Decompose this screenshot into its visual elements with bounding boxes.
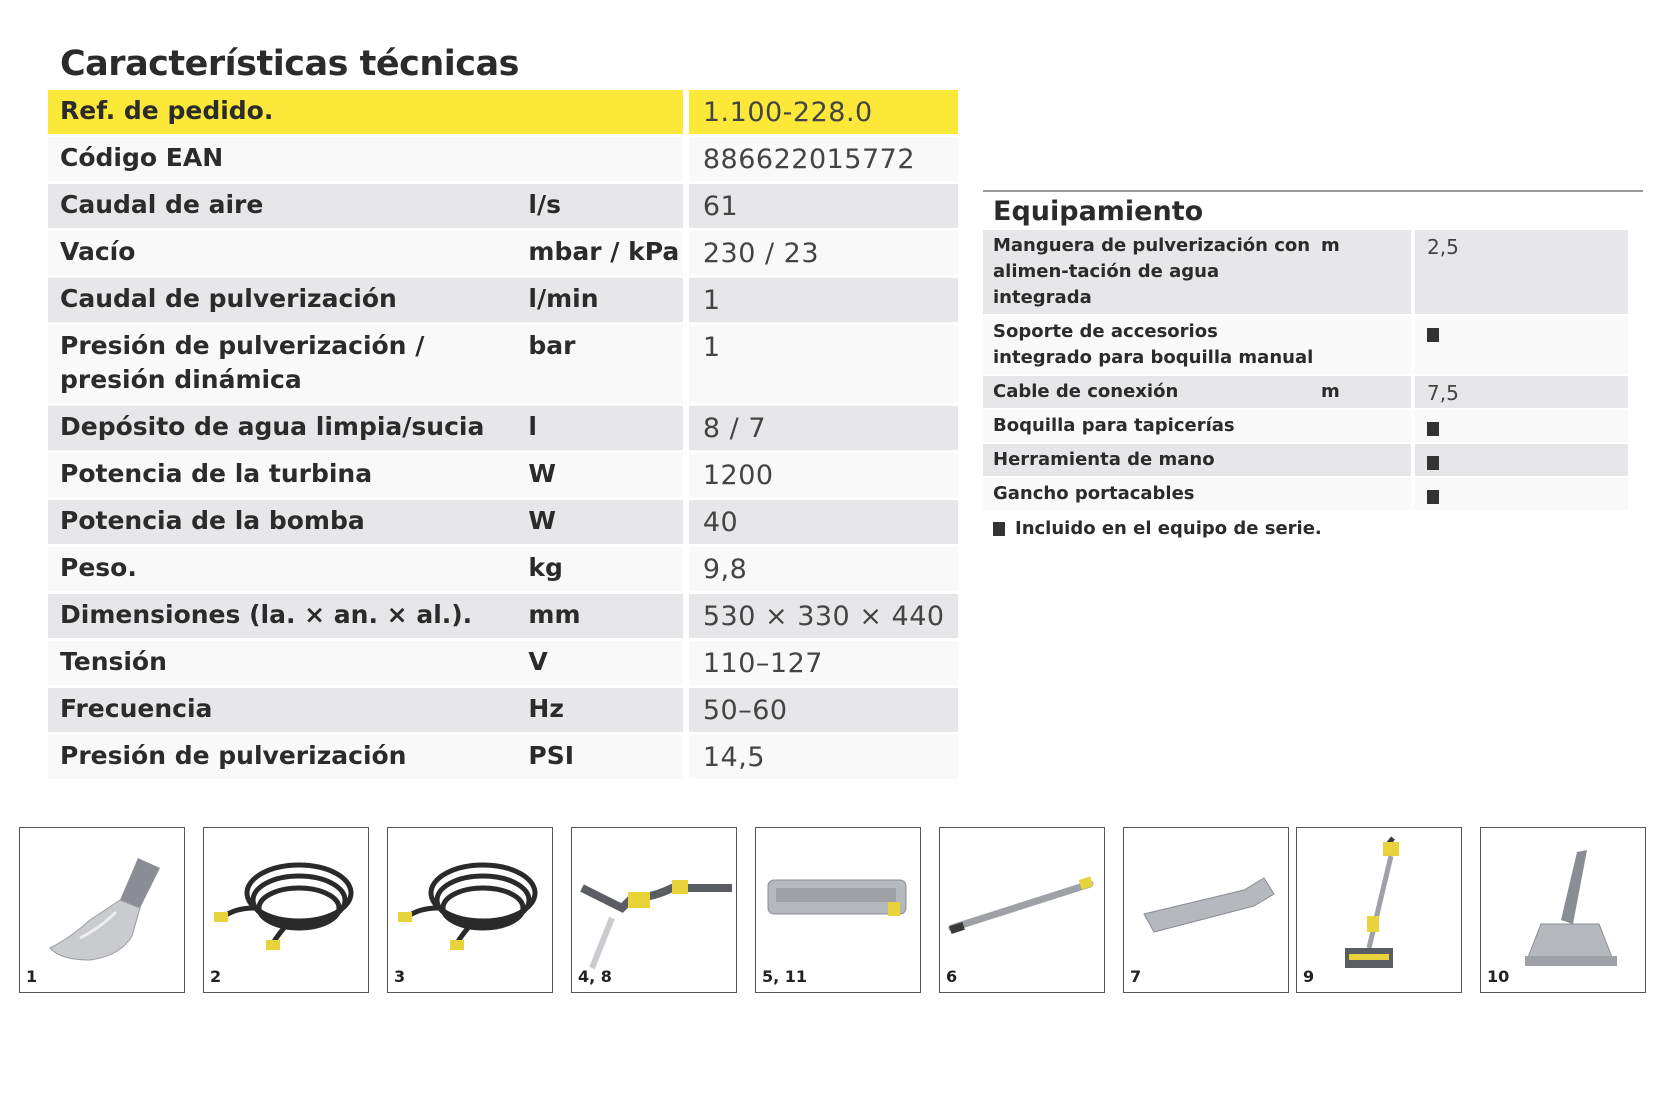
spec-value: 1 <box>689 325 958 403</box>
spec-value: 40 <box>689 500 958 544</box>
spec-unit <box>528 90 682 134</box>
accessory-thumbnail <box>939 827 1105 993</box>
equipment-value: 7,5 <box>1415 376 1628 408</box>
equipment-unit <box>1321 478 1411 510</box>
equipment-row <box>983 230 1643 314</box>
spec-label: Potencia de la turbina <box>48 453 528 497</box>
spec-row <box>48 500 958 544</box>
spec-value: 14,5 <box>689 735 958 779</box>
spec-label: Ref. de pedido. <box>48 90 528 134</box>
spec-value: 530 × 330 × 440 <box>689 594 958 638</box>
spec-unit: l <box>528 406 682 450</box>
spec-row <box>48 735 958 779</box>
spec-value: 8 / 7 <box>689 406 958 450</box>
crevice-nozzle-icon <box>1124 828 1290 994</box>
spec-row <box>48 547 958 591</box>
accessory-thumbnail <box>755 827 921 993</box>
spec-unit: mm <box>528 594 682 638</box>
equipment-unit <box>1321 444 1411 476</box>
spec-row <box>48 453 958 497</box>
hose-icon <box>388 828 554 994</box>
equipment-row <box>983 376 1643 408</box>
equipment-row <box>983 444 1643 476</box>
spec-row <box>48 406 958 450</box>
spec-value: 61 <box>689 184 958 228</box>
equipment-label: Herramienta de mano <box>983 444 1321 476</box>
equipment-value: 2,5 <box>1415 230 1628 314</box>
accessory-thumbnail <box>1123 827 1289 993</box>
spec-row <box>48 325 958 403</box>
accessory-number: 1 <box>26 967 38 986</box>
accessory-number: 9 <box>1303 967 1315 986</box>
spec-unit: bar <box>528 325 682 403</box>
divider <box>983 190 1643 192</box>
equipment-unit <box>1321 316 1411 374</box>
spec-row <box>48 137 958 181</box>
spec-label: Potencia de la bomba <box>48 500 528 544</box>
included-square-icon <box>1427 422 1439 436</box>
spec-row <box>48 231 958 275</box>
spec-unit: l/s <box>528 184 682 228</box>
spec-unit: l/min <box>528 278 682 322</box>
included-square-icon <box>993 522 1005 536</box>
specs-table <box>48 90 958 782</box>
equipment-value <box>1415 444 1628 476</box>
spec-value: 1.100-228.0 <box>689 90 958 134</box>
accessory-number: 3 <box>394 967 406 986</box>
spec-row <box>48 594 958 638</box>
accessory-thumbnail <box>387 827 553 993</box>
spec-value: 50–60 <box>689 688 958 732</box>
spec-unit: W <box>528 453 682 497</box>
upholstery-nozzle-icon <box>20 828 186 994</box>
spec-unit: Hz <box>528 688 682 732</box>
spec-value: 110–127 <box>689 641 958 685</box>
included-square-icon <box>1427 490 1439 504</box>
accessory-number: 6 <box>946 967 958 986</box>
equipment-row <box>983 316 1643 374</box>
included-square-icon <box>1427 456 1439 470</box>
spec-row <box>48 90 958 134</box>
spec-value: 886622015772 <box>689 137 958 181</box>
spec-row <box>48 278 958 322</box>
accessory-thumbnail <box>571 827 737 993</box>
spec-unit: mbar / kPa <box>528 231 682 275</box>
included-square-icon <box>1427 328 1439 342</box>
equipment-label: Manguera de pulverización con alimen-tación de agua integrada <box>983 230 1321 314</box>
spec-label: Caudal de pulverización <box>48 278 528 322</box>
accessory-number: 4, 8 <box>578 967 612 986</box>
equipment-value <box>1415 410 1628 442</box>
spec-value: 1 <box>689 278 958 322</box>
spec-unit: V <box>528 641 682 685</box>
spec-label: Depósito de agua limpia/sucia <box>48 406 528 450</box>
spec-label: Presión de pulverización / presión dinámica <box>48 325 528 403</box>
accessory-number: 2 <box>210 967 222 986</box>
equipment-label: Gancho portacables <box>983 478 1321 510</box>
accessory-number: 10 <box>1487 967 1510 986</box>
equipment-label: Boquilla para tapicerías <box>983 410 1321 442</box>
spec-unit: PSI <box>528 735 682 779</box>
equipment-label: Soporte de accesorios integrado para boquilla manual <box>983 316 1321 374</box>
legend-note-text: Incluido en el equipo de serie. <box>1015 518 1322 539</box>
accessory-thumbnail <box>19 827 185 993</box>
hose-icon <box>204 828 370 994</box>
spec-label: Caudal de aire <box>48 184 528 228</box>
accessory-number: 7 <box>1130 967 1142 986</box>
spec-label: Vacío <box>48 231 528 275</box>
equipment-unit: m <box>1321 376 1411 408</box>
spec-label: Dimensiones (la. × an. × al.). <box>48 594 528 638</box>
spec-value: 1200 <box>689 453 958 497</box>
spec-label: Presión de pulverización <box>48 735 528 779</box>
accessory-thumbnail <box>1296 827 1462 993</box>
spec-row <box>48 688 958 732</box>
spec-label: Peso. <box>48 547 528 591</box>
extension-tube-icon <box>940 828 1106 994</box>
equipment-row <box>983 478 1643 510</box>
spec-value: 230 / 23 <box>689 231 958 275</box>
legend-note <box>983 518 1643 539</box>
accessory-thumbnail <box>1480 827 1646 993</box>
equipment-row <box>983 410 1643 442</box>
spec-unit: kg <box>528 547 682 591</box>
spec-row <box>48 184 958 228</box>
spec-label: Frecuencia <box>48 688 528 732</box>
equipment-value <box>1415 478 1628 510</box>
accessory-number: 5, 11 <box>762 967 808 986</box>
equipment-label: Cable de conexión <box>983 376 1321 408</box>
equipment-value <box>1415 316 1628 374</box>
spec-value: 9,8 <box>689 547 958 591</box>
equipment-unit <box>1321 410 1411 442</box>
floor-spray-tool-icon <box>1297 828 1463 994</box>
spec-label: Código EAN <box>48 137 528 181</box>
accessory-thumbnail <box>203 827 369 993</box>
page-title: Características técnicas <box>60 44 519 84</box>
spec-label: Tensión <box>48 641 528 685</box>
spec-unit: W <box>528 500 682 544</box>
spec-row <box>48 641 958 685</box>
spec-unit <box>528 137 682 181</box>
equipment-title: Equipamiento <box>993 196 1204 227</box>
equipment-table <box>983 190 1643 539</box>
equipment-unit: m <box>1321 230 1411 314</box>
